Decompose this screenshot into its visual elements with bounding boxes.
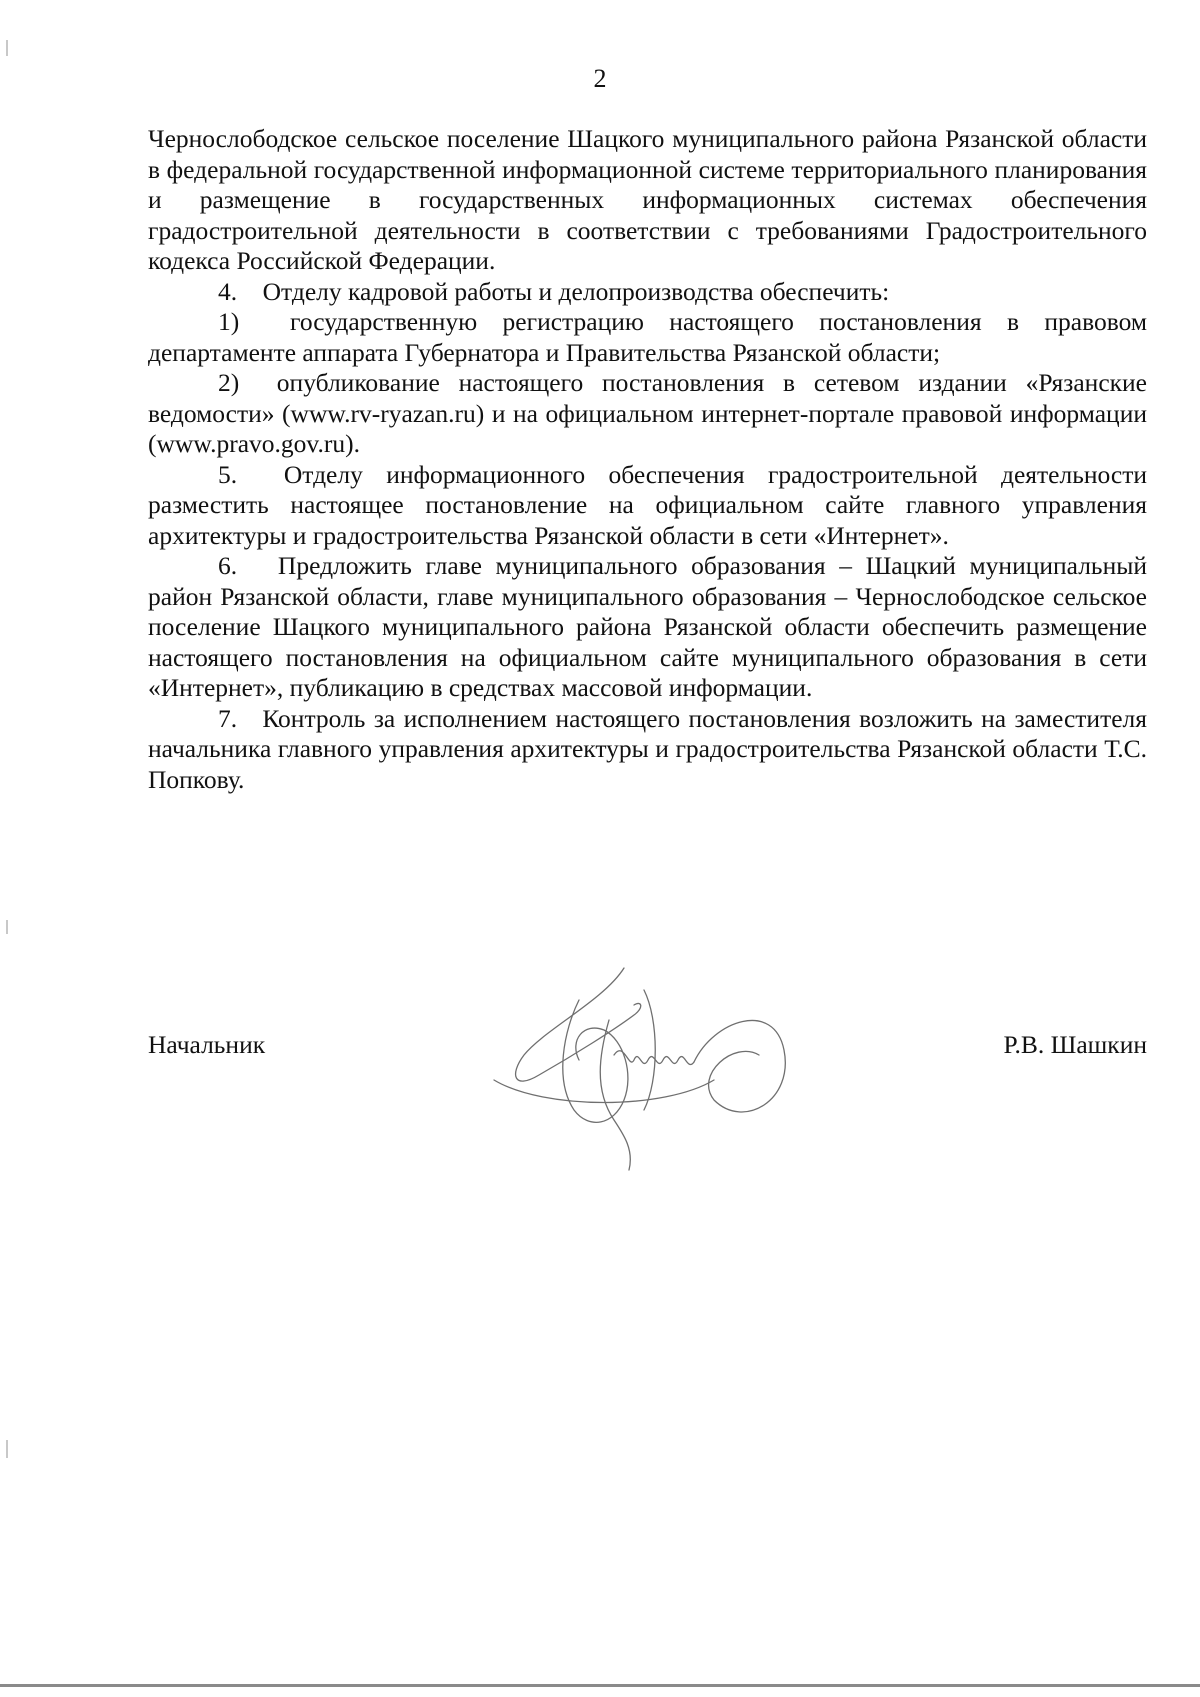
paragraph-item-6: 6. Предложить главе муниципального образования – Шацкий муниципальный район Рязанской области, главе муниципального образования – Чернослободское сельское поселение Шацкого муниципального района Рязанской области обеспечить размещение настоящего постановления на официальном сайте муниципального образования в сети «Интернет», публикацию в средствах массовой информации. [148, 551, 1147, 702]
paragraph-subitem-2: 2) опубликование настоящего постановления в сетевом издании «Рязанские ведомости» (www.rv-ryazan.ru) и на официальном интернет-портале правовой информации (www.pravo.gov.ru). [148, 368, 1147, 458]
scan-artifact [6, 40, 8, 56]
page-number: 2 [593, 64, 607, 93]
paragraph-item-4: 4. Отделу кадровой работы и делопроизводства обеспечить: [218, 276, 890, 306]
scan-artifact [6, 920, 8, 934]
signatory-name: Р.В. Шашкин [1003, 1030, 1147, 1059]
paragraph-subitem-1: 1) государственную регистрацию настоящего постановления в правовом департаменте аппарата Губернатора и Правительства Рязанской области; [148, 307, 1147, 367]
signatory-title: Начальник [148, 1030, 266, 1059]
document-body [148, 124, 1147, 795]
paragraph-item-7: 7. Контроль за исполнением настоящего постановления возложить на заместителя начальника главного управления архитектуры и градостроительства Рязанской области Т.С. Попкову. [148, 703, 1147, 794]
scan-artifact [6, 1440, 8, 1458]
handwritten-signature [484, 960, 824, 1190]
paragraph: Чернослободское сельское поселение Шацкого муниципального района Рязанской области в федеральной государственной информационной системе территориального планирования и размещение в государственных информационных системах обеспечения градостроительной деятельности в соответствии с требованиями Градостроительного кодекса Российской Федерации. [148, 124, 1147, 275]
scan-edge-line [0, 1684, 1200, 1687]
paragraph-item-5: 5. Отделу информационного обеспечения градостроительной деятельности разместить настоящее постановление на официальном сайте главного управления архитектуры и градостроительства Рязанской области в сети «Интернет». [148, 459, 1147, 550]
